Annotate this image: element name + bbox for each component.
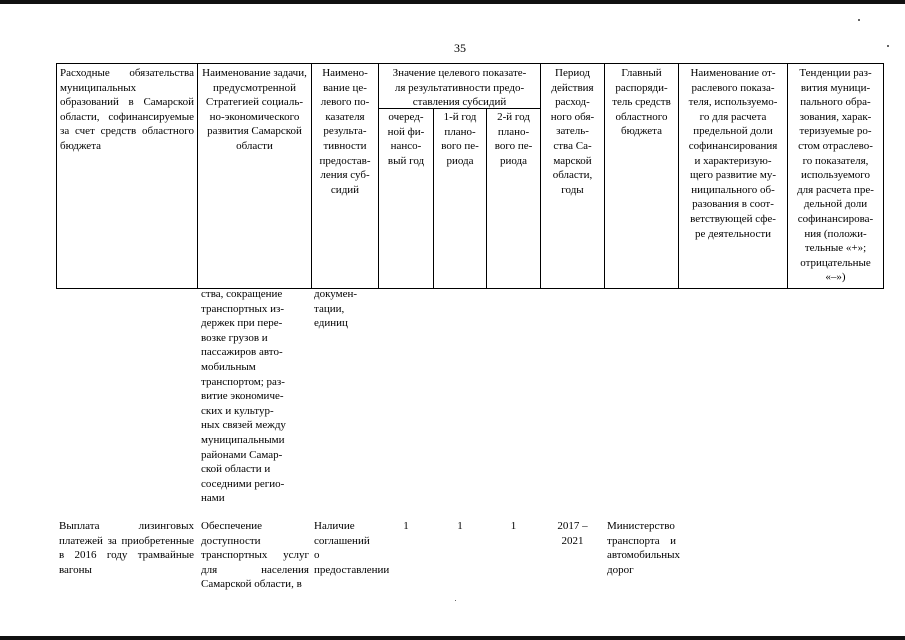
header-plan-year-1: 1-й год плано- вого пе- риода [441, 111, 479, 167]
table-border-left [56, 63, 57, 288]
row-target-indicator: Наличие соглашений о предоставлении [314, 520, 390, 576]
row-value-plan-year-1: 1 [457, 520, 463, 532]
row-chief-administrator: Министерство транспорта и автомобильных дорог [607, 520, 680, 576]
scan-speck [887, 45, 889, 47]
row-strategy-task: Обеспечение доступности транспортных услуг для населения Самарской области, в [201, 520, 309, 591]
header-trends: Тенденции раз- вития муници- пального обра- зования, харак- теризуемые ро- стом отраслево- го показателя, используемого для расчета пре- дельной доли софинансирова- ния (положи- тельные «+»; отрицательные «–») [797, 67, 874, 284]
row-period: 2017 – 2021 [557, 520, 588, 547]
table-border-right [883, 63, 884, 288]
header-target-value-group: Значение целевого показате- ля результативности предо- ставления субсидий [392, 67, 527, 109]
top-border-bar [0, 0, 905, 4]
header-target-indicator: Наимено- вание це- левого по- казателя результа- тивности предостав- ления суб- сидий [319, 67, 371, 196]
bottom-border-bar [0, 636, 905, 640]
scan-speck [455, 600, 456, 601]
row-expenditure-obligation: Выплата лизинговых платежей за приобретенные в 2016 году трамвайные вагоны [59, 520, 194, 576]
continuation-indicator-text: докумен- тации, единиц [314, 288, 358, 330]
header-chief-administrator: Главный распоряди- тель средств областного бюджета [612, 67, 671, 138]
scan-speck [858, 19, 860, 21]
header-plan-year-2: 2-й год плано- вого пе- риода [494, 111, 533, 167]
row-value-next-year: 1 [403, 520, 409, 532]
header-period: Период действия расход- ного обя- затель- ства Са- марской области, годы [550, 67, 595, 196]
column-divider [197, 63, 198, 288]
continuation-task-text: ства, сокращение транспортных из- держек при пере- возке грузов и пассажиров авто- мобильным транспортом; раз- витие экономиче- ских и культур- ных связей между муниципальными районами Самар- ской области и соседними регио- нами [201, 288, 286, 505]
header-sector-indicator: Наименование от- раслевого показа- теля, используемо- го для расчета предельной доли софинансирования и характеризую- щего развитие му- ниципального об- разования в соот- ветствующей сфе- ре деятельности [688, 67, 778, 240]
row-value-plan-year-2: 1 [510, 520, 517, 532]
page-number: 35 [454, 41, 466, 55]
header-strategy-task: Наименование задачи, предусмотренной Стратегией социаль- но-экономического развития Самарской области [202, 67, 307, 152]
header-expenditure-obligations: Расходные обязательства муниципальных образований в Самарской области, софинансируемые за счет средств областного бюджета [60, 67, 194, 152]
header-next-fiscal-year: очеред- ной фи- нансо- вый год [387, 111, 425, 167]
